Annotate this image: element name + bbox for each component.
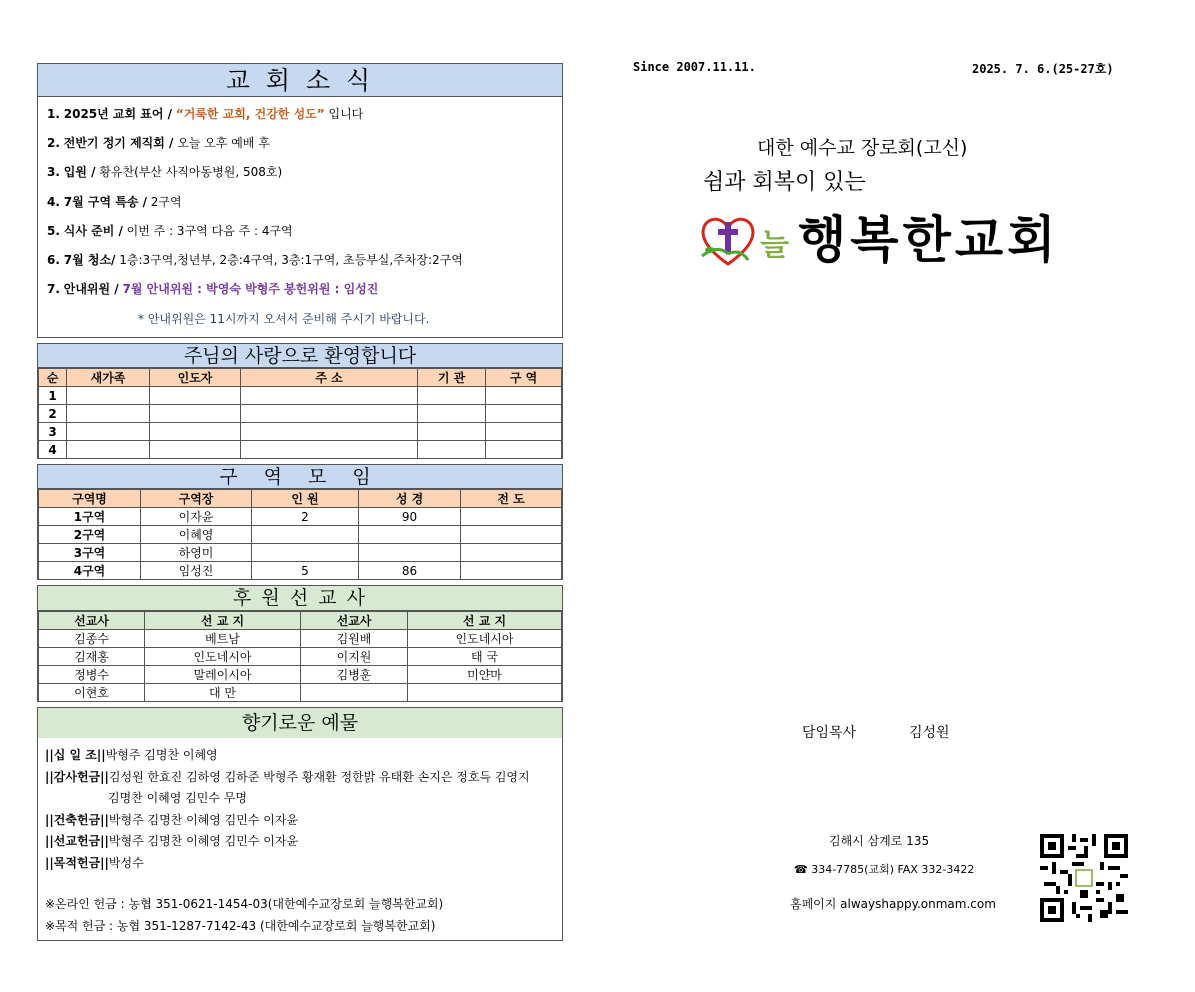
news-item-number: 5. [47,224,60,238]
table-cell [461,544,562,562]
church-logo [698,210,1068,272]
table-cell: 4구역 [39,562,141,580]
news-item-number: 6. [47,253,60,267]
news-item [47,280,378,297]
table-cell: 90 [359,508,461,526]
table-cell [67,441,150,459]
table-cell [252,526,359,544]
offering-names: 박성수 [108,856,144,870]
table-row [39,441,562,459]
table-cell: 베트남 [145,630,301,648]
table-header: 성 경 [359,490,461,508]
table-cell: 미얀마 [408,666,562,684]
offering-line [45,832,298,849]
table-header: 인 원 [252,490,359,508]
table-cell: 임성진 [141,562,252,580]
table-cell: 86 [359,562,461,580]
table-cell: 4 [39,441,67,459]
phone-number: 334-7785(교회) FAX 332-3422 [807,863,975,876]
offering-line [45,811,298,828]
offering-line [45,854,144,871]
news-item-number: 7. [47,282,60,296]
pastor-label: 담임목사 [802,725,857,741]
news-item-text: 이번 주 : 3구역 다음 주 : 4구역 [122,224,293,238]
offering-label: ||선교헌금|| [45,834,109,848]
church-name: 행복한교회 [798,211,1060,269]
table-header: 선 교 지 [145,612,301,630]
table-cell: 인도네시아 [145,648,301,666]
news-item-suffix: 입니다 [324,107,364,121]
news-item [47,193,182,210]
news-item-highlight: 7월 안내위원 : 박영숙 박형주 봉헌위원 : 임성진 [122,282,379,296]
table-row [39,405,562,423]
table-cell [418,405,486,423]
offering-label: ||건축헌금|| [45,813,109,827]
news-title: 교 회 소 식 [38,64,562,97]
table-cell: 2구역 [39,526,141,544]
news-item-text: 1층:3구역,청년부, 2층:4구역, 3층:1구역, 초등부실,주차장:2구역 [115,253,463,267]
table-cell: 이현호 [39,684,145,702]
table-cell [301,684,408,702]
news-item-number: 1. [47,107,60,121]
table-cell [418,441,486,459]
homepage-text: 홈페이지 alwayshappy.onmam.com [790,897,996,911]
table-cell [241,405,418,423]
table-cell [67,387,150,405]
missionary-box [37,585,563,702]
table-cell: 김원배 [301,630,408,648]
table-cell [241,387,418,405]
offering-label: ||십 일 조|| [45,748,106,762]
offering-label: ||감사헌금|| [45,770,109,784]
table-cell: 1 [39,387,67,405]
table-row [39,544,562,562]
table-row [39,423,562,441]
table-header: 주 소 [241,369,418,387]
table-cell [150,405,241,423]
table-cell: 1구역 [39,508,141,526]
issue-date: 2025. 7. 6.(25-27호) [972,62,1114,76]
welcome-table [38,368,562,459]
offering-line [45,746,218,763]
slogan: 쉼과 회복이 있는 [703,170,866,195]
table-cell: 김병훈 [301,666,408,684]
table-cell: 3 [39,423,67,441]
table-header: 선교사 [39,612,145,630]
table-cell: 5 [252,562,359,580]
table-cell: 김재홍 [39,648,145,666]
table-row [39,630,562,648]
offering-names: 박형주 김명찬 이혜영 김민수 이자윤 [108,834,299,848]
table-header: 전 도 [461,490,562,508]
table-cell: 이자윤 [141,508,252,526]
news-item-text: 황유찬(부산 사직아동병원, 508호) [95,165,283,179]
offering-label: ||목적헌금|| [45,856,109,870]
table-cell [486,387,562,405]
table-cell [241,423,418,441]
table-cell [418,423,486,441]
news-item-highlight: “거룩한 교회, 건강한 성도” [175,107,325,121]
phone-icon: ☎ [794,863,808,876]
table-cell [150,441,241,459]
news-item-label: 식사 준비 / [63,224,123,238]
table-cell: 이지원 [301,648,408,666]
table-cell [461,526,562,544]
welcome-title: 주님의 사랑으로 환영합니다 [38,344,562,368]
table-cell [486,423,562,441]
table-cell [67,423,150,441]
table-header: 선교사 [301,612,408,630]
table-row [39,666,562,684]
table-header: 구역명 [39,490,141,508]
table-cell: 하영미 [141,544,252,562]
table-header: 구역장 [141,490,252,508]
table-cell [461,562,562,580]
table-header: 순 [39,369,67,387]
table-cell: 인도네시아 [408,630,562,648]
news-item-number: 2. [47,136,60,150]
table-row [39,526,562,544]
table-cell [241,441,418,459]
table-header: 선 교 지 [408,612,562,630]
district-title: 구 역 모 임 [38,465,562,489]
news-item-label: 안내위원 / [63,282,119,296]
offering-line [45,768,530,785]
table-cell: 태 국 [408,648,562,666]
phone-line [794,861,974,877]
offering-title: 향기로운 예물 [38,708,562,738]
table-cell [252,544,359,562]
news-item-label: 전반기 정기 제직회 / [63,136,174,150]
table-row [39,508,562,526]
table-cell [408,684,562,702]
table-cell: 2 [39,405,67,423]
table-row [39,387,562,405]
offering-names: 김명찬 이혜영 김민수 무명 [108,791,247,805]
offering-names: 김성원 한효진 김하영 김하준 박형주 황재환 정한밝 유태환 손지은 정호득 김영지 [108,770,530,784]
news-note: * 안내위원은 11시까지 오셔서 준비해 주시기 바랍니다. [138,312,430,326]
table-cell: 이혜영 [141,526,252,544]
since-text: Since 2007.11.11. [633,60,756,74]
offering-names: 박형주 김명찬 이혜영 [105,748,218,762]
district-box [37,464,563,580]
table-cell: 말레이시아 [145,666,301,684]
offering-line [108,789,247,806]
news-item-number: 3. [47,165,60,179]
pastor-name: 김성원 [909,725,950,741]
table-header: 기 관 [418,369,486,387]
table-cell [461,508,562,526]
offering-box [37,707,563,941]
online-account: ※온라인 헌금 : 농협 351-0621-1454-03(대한예수교장로회 늘행복한교회) [45,897,444,911]
qr-code-icon [1040,834,1128,922]
news-item [47,105,363,122]
table-cell [359,526,461,544]
news-item [47,222,293,239]
news-item [47,134,270,151]
logo-small-text: 늘 [760,228,789,263]
table-cell [150,423,241,441]
table-cell: 김종수 [39,630,145,648]
news-item-text: 오늘 오후 예배 후 [173,136,270,150]
news-item-label: 7월 청소/ [63,253,116,267]
denomination: 대한 예수교 장로회(고신) [757,137,968,159]
missionary-table [38,611,562,702]
table-cell: 정병수 [39,666,145,684]
table-cell [486,441,562,459]
news-item-label: 입원 / [63,165,96,179]
table-cell [67,405,150,423]
table-cell [359,544,461,562]
table-row [39,684,562,702]
district-table [38,489,562,580]
news-box [37,63,563,338]
table-header: 새가족 [67,369,150,387]
table-cell [150,387,241,405]
table-cell [418,387,486,405]
table-cell [486,405,562,423]
table-row [39,562,562,580]
welcome-box [37,343,563,459]
news-item-label: 7월 구역 특송 / [63,195,147,209]
news-item-text: 2구역 [146,195,182,209]
news-item [47,251,463,268]
heart-cross-icon [698,210,758,272]
table-header: 인도자 [150,369,241,387]
table-cell: 대 만 [145,684,301,702]
table-cell: 2 [252,508,359,526]
church-address: 김해시 삼계로 135 [829,834,930,848]
news-item [47,163,282,180]
table-cell: 3구역 [39,544,141,562]
table-row [39,648,562,666]
purpose-account: ※목적 헌금 : 농협 351-1287-7142-43 (대한예수교장로회 늘행복한교회) [45,919,436,933]
offering-names: 박형주 김명찬 이혜영 김민수 이자윤 [108,813,299,827]
news-item-label: 2025년 교회 표어 / [63,107,173,121]
missionary-title: 후 원 선 교 사 [38,586,562,611]
news-item-number: 4. [47,195,60,209]
table-header: 구 역 [486,369,562,387]
